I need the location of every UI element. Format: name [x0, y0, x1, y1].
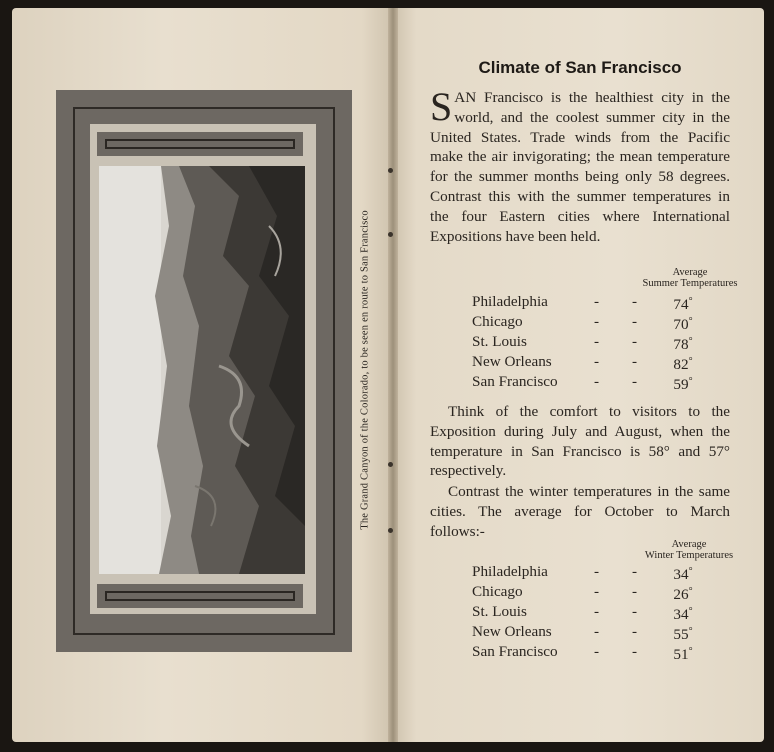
header-line: Winter Temperatures: [644, 549, 734, 561]
leader-dash: -: [632, 333, 638, 350]
bottom-plaque: [97, 584, 303, 608]
city-name: San Francisco: [472, 643, 558, 660]
degree-symbol: °: [688, 586, 693, 597]
staple-hole: [388, 232, 393, 237]
header-line: Summer Temperatures: [642, 277, 738, 289]
comfort-paragraph: Think of the comfort to visitors to the Exposition during July and August, when the temperature in San Francisco is 58° and 57° respectively.: [430, 403, 730, 480]
header-line: Average: [672, 267, 708, 278]
degree-symbol: °: [688, 356, 693, 367]
city-name: Philadelphia: [472, 563, 548, 580]
degree-symbol: °: [688, 646, 693, 657]
degree-symbol: °: [688, 296, 693, 307]
leader-dash: -: [632, 583, 638, 600]
winter-column-header: [604, 540, 774, 561]
leader-dash: -: [632, 563, 638, 580]
degree-symbol: °: [688, 316, 693, 327]
city-name: Philadelphia: [472, 293, 548, 310]
degree-symbol: °: [688, 336, 693, 347]
top-plaque: [97, 132, 303, 156]
temperature-value: [668, 372, 698, 395]
temperature-number: 82: [673, 356, 689, 373]
leader-dash: -: [632, 373, 638, 390]
table-row: [472, 582, 712, 602]
leader-dash: -: [632, 313, 638, 330]
city-name: New Orleans: [472, 353, 552, 370]
staple-hole: [388, 528, 393, 533]
leader-dash: -: [632, 643, 638, 660]
leader-dash: -: [632, 603, 638, 620]
temperature-number: 34: [673, 566, 689, 583]
degree-symbol: °: [688, 566, 693, 577]
header-line: Average: [671, 539, 707, 550]
temperature-number: 51: [673, 646, 689, 663]
city-name: St. Louis: [472, 333, 527, 350]
temperature-value: [668, 642, 698, 665]
degree-symbol: °: [688, 626, 693, 637]
table-row: [472, 562, 712, 582]
temperature-number: 55: [673, 626, 689, 643]
winter-paragraph: Contrast the winter temperatures in the same cities. The average for October to March follows:-: [430, 483, 730, 540]
staple-hole: [388, 168, 393, 173]
intro-text: AN Francisco is the healthiest city in the world, and the coolest summer city in the United States. Trade winds from the Pacific make the air invigorating; the mean temperature for the summer months being only 58 degrees. Contrast this with the summer temperatures in the four Eastern cities where International Expositions have been held.: [430, 89, 730, 245]
leader-dash: -: [594, 583, 600, 600]
summer-column-header: [620, 268, 760, 289]
book-spine: [388, 8, 398, 742]
leader-dash: -: [632, 353, 638, 370]
temperature-number: 26: [673, 586, 689, 603]
grand-canyon-photo: [99, 166, 305, 574]
city-name: St. Louis: [472, 603, 527, 620]
leader-dash: -: [594, 293, 600, 310]
temperature-number: 78: [673, 336, 689, 353]
temperature-number: 74: [673, 296, 689, 313]
table-row: [472, 372, 712, 392]
city-name: Chicago: [472, 313, 523, 330]
degree-symbol: °: [688, 376, 693, 387]
leader-dash: -: [594, 563, 600, 580]
temperature-number: 59: [673, 376, 689, 393]
table-row: [472, 602, 712, 622]
leader-dash: -: [594, 603, 600, 620]
leader-dash: -: [594, 623, 600, 640]
leader-dash: -: [632, 623, 638, 640]
leader-dash: -: [632, 293, 638, 310]
leader-dash: -: [594, 333, 600, 350]
staple-hole: [388, 462, 393, 467]
page-title: Climate of San Francisco: [478, 58, 682, 77]
drop-cap: S: [430, 84, 453, 129]
leader-dash: -: [594, 643, 600, 660]
temperature-number: 70: [673, 316, 689, 333]
table-row: [472, 292, 712, 312]
table-row: [472, 642, 712, 662]
city-name: San Francisco: [472, 373, 558, 390]
table-row: [472, 312, 712, 332]
table-row: [472, 352, 712, 372]
table-row: [472, 622, 712, 642]
leader-dash: -: [594, 353, 600, 370]
city-name: Chicago: [472, 583, 523, 600]
leader-dash: -: [594, 313, 600, 330]
leader-dash: -: [594, 373, 600, 390]
city-name: New Orleans: [472, 623, 552, 640]
table-row: [472, 332, 712, 352]
intro-paragraph: [430, 84, 730, 246]
photo-caption: The Grand Canyon of the Colorado, to be seen en route to San Francisco: [359, 210, 371, 530]
temperature-number: 34: [673, 606, 689, 623]
degree-symbol: °: [688, 606, 693, 617]
